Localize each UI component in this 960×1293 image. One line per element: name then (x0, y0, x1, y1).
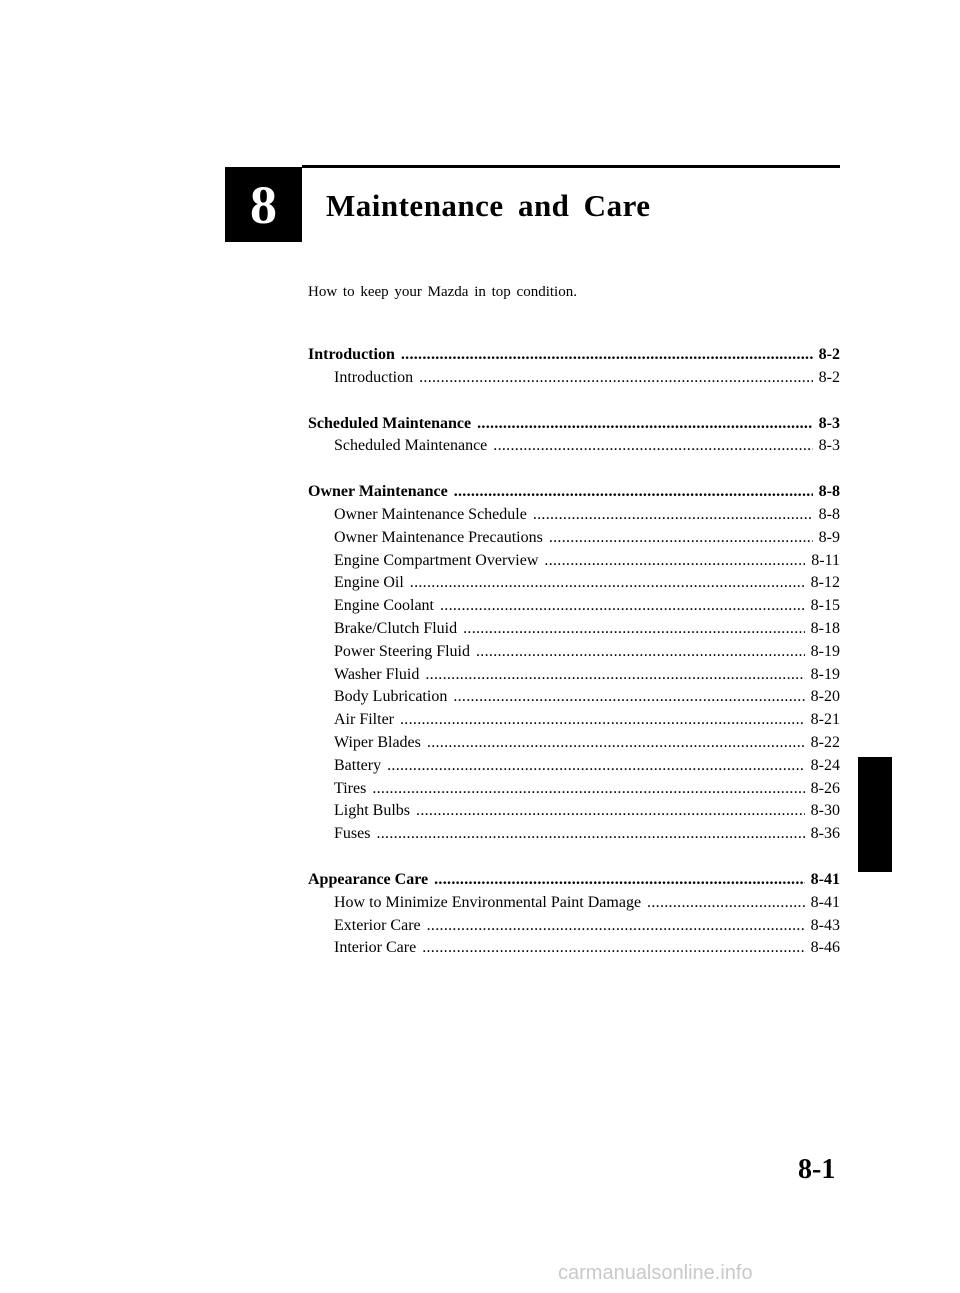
toc-page: 8-30 (810, 802, 840, 820)
toc-page: 8-19 (810, 642, 840, 660)
toc-page: 8-20 (810, 688, 840, 706)
toc-label: Power Steering Fluid (334, 642, 470, 660)
dot-leader (419, 369, 813, 387)
toc-label: Scheduled Maintenance (334, 437, 488, 455)
dot-leader (533, 506, 813, 524)
toc-entry[interactable] (308, 506, 840, 529)
toc-section-scheduled-maintenance (308, 415, 840, 461)
toc-label: Fuses (334, 825, 371, 843)
toc-section-introduction (308, 346, 840, 392)
dot-leader (549, 529, 813, 547)
dot-leader (400, 711, 805, 729)
toc-entry[interactable] (308, 757, 840, 780)
dot-leader (463, 620, 805, 638)
dot-leader (476, 643, 805, 661)
toc-label: Engine Compartment Overview (334, 551, 539, 569)
toc-page: 8-3 (818, 437, 840, 455)
toc-label: Wiper Blades (334, 733, 421, 751)
toc-page: 8-2 (818, 368, 840, 386)
chapter-number-box (225, 167, 302, 242)
toc-page: 8-11 (811, 551, 840, 569)
toc-page: 8-26 (810, 779, 840, 797)
toc-label: Owner Maintenance Precautions (334, 528, 543, 546)
dot-leader (493, 437, 812, 455)
chapter-side-tab (858, 757, 892, 872)
toc-entry[interactable] (308, 574, 840, 597)
dot-leader (477, 415, 813, 433)
toc-label: Owner Maintenance (308, 483, 448, 501)
toc-page: 8-46 (810, 939, 840, 957)
dot-leader (387, 757, 805, 775)
dot-leader (416, 802, 805, 820)
dot-leader (425, 666, 804, 684)
toc-entry[interactable] (308, 369, 840, 392)
toc-page: 8-36 (810, 825, 840, 843)
toc-label: Engine Oil (334, 574, 404, 592)
toc-label: Exterior Care (334, 916, 421, 934)
header-rule (302, 165, 840, 168)
toc-page: 8-9 (818, 528, 840, 546)
dot-leader (410, 574, 805, 592)
dot-leader (440, 597, 805, 615)
toc-entry[interactable] (308, 597, 840, 620)
toc-label: Battery (334, 756, 382, 774)
toc-entry[interactable] (308, 552, 840, 575)
toc-entry[interactable] (308, 643, 840, 666)
dot-leader (401, 346, 813, 364)
toc-page: 8-24 (810, 756, 840, 774)
toc-page: 8-3 (818, 414, 840, 432)
toc-section-heading[interactable] (308, 346, 840, 369)
toc-section-heading[interactable] (308, 871, 840, 894)
chapter-subtitle: How to keep your Mazda in top condition. (308, 284, 577, 300)
toc-page: 8-8 (818, 483, 840, 501)
table-of-contents (308, 346, 840, 985)
toc-label: Body Lubrication (334, 688, 448, 706)
toc-label: Tires (334, 779, 367, 797)
dot-leader (427, 917, 805, 935)
toc-entry[interactable] (308, 529, 840, 552)
dot-leader (647, 894, 805, 912)
toc-page: 8-15 (810, 597, 840, 615)
toc-page: 8-19 (810, 665, 840, 683)
toc-page: 8-22 (810, 733, 840, 751)
toc-page: 8-43 (810, 916, 840, 934)
dot-leader (434, 871, 805, 889)
toc-section-owner-maintenance (308, 483, 840, 848)
toc-page: 8-2 (818, 346, 840, 363)
toc-page: 8-8 (818, 505, 840, 523)
toc-label: Introduction (308, 346, 395, 363)
toc-label: Air Filter (334, 711, 394, 729)
toc-label: Brake/Clutch Fluid (334, 619, 458, 637)
toc-entry[interactable] (308, 894, 840, 917)
toc-label: Interior Care (334, 939, 417, 957)
dot-leader (422, 939, 804, 957)
toc-entry[interactable] (308, 711, 840, 734)
toc-label: Owner Maintenance Schedule (334, 505, 527, 523)
toc-section-heading[interactable] (308, 483, 840, 506)
toc-section-appearance-care (308, 871, 840, 962)
toc-section-heading[interactable] (308, 415, 840, 438)
toc-entry[interactable] (308, 917, 840, 940)
toc-entry[interactable] (308, 734, 840, 757)
toc-label: Engine Coolant (334, 597, 434, 615)
toc-entry[interactable] (308, 825, 840, 848)
toc-entry[interactable] (308, 939, 840, 962)
watermark: carmanualsonline.info (558, 1262, 753, 1284)
toc-entry[interactable] (308, 666, 840, 689)
chapter-title: Maintenance and Care (326, 188, 651, 223)
toc-entry[interactable] (308, 780, 840, 803)
toc-label: Appearance Care (308, 870, 429, 888)
toc-page: 8-21 (810, 711, 840, 729)
dot-leader (427, 734, 805, 752)
toc-page: 8-41 (810, 893, 840, 911)
toc-label: Introduction (334, 368, 414, 386)
toc-label: How to Minimize Environmental Paint Damage (334, 893, 642, 911)
toc-label: Washer Fluid (334, 665, 420, 683)
dot-leader (372, 780, 804, 798)
toc-entry[interactable] (308, 620, 840, 643)
chapter-number: 8 (250, 174, 277, 235)
toc-label: Light Bulbs (334, 802, 411, 820)
toc-label: Scheduled Maintenance (308, 414, 472, 432)
dot-leader (544, 552, 805, 570)
page-number: 8-1 (798, 1154, 836, 1185)
toc-entry[interactable] (308, 802, 840, 825)
toc-page: 8-41 (810, 870, 840, 888)
toc-entry[interactable] (308, 437, 840, 460)
toc-page: 8-12 (810, 574, 840, 592)
dot-leader (453, 688, 804, 706)
toc-entry[interactable] (308, 688, 840, 711)
dot-leader (454, 483, 813, 501)
dot-leader (376, 825, 804, 843)
toc-page: 8-18 (810, 619, 840, 637)
